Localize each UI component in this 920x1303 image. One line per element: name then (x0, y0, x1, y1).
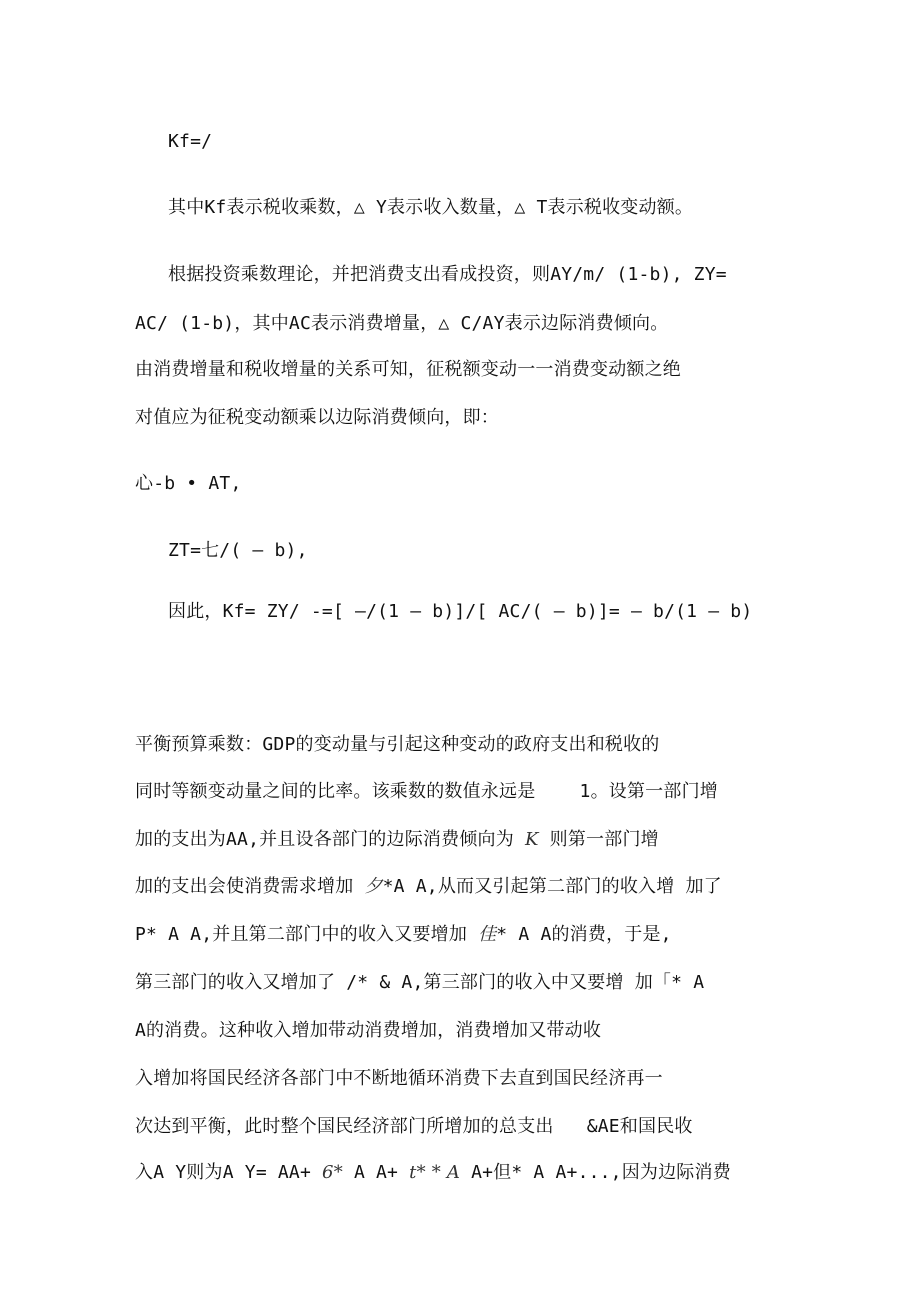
equation-tax-change: ZT=七/( — b), (168, 540, 308, 561)
equation-consumption-change: 心-b • AT, (135, 473, 242, 494)
text-segment: 入A Y则为A Y= AA+ (135, 1162, 323, 1183)
text-segment: 加的支出为AA,并且设各部门的边际消费倾向为 (135, 829, 525, 850)
text-segment: A A+ (342, 1162, 410, 1183)
text-segment-italic: t* * A (409, 1162, 461, 1183)
text-segment: * A A的消费，于是, (496, 924, 672, 945)
balanced-budget-line-5 (135, 923, 672, 947)
balanced-budget-line-7: A的消费。这种收入增加带动消费增加，消费增加又带动收 (135, 1020, 602, 1041)
balanced-budget-line-8: 入增加将国民经济各部门中不断地循环消费下去直到国民经济再一 (135, 1068, 663, 1089)
equation-kf-result: 因此，Kf= ZY/ -=[ —/(1 — b)]/[ AC/( — b)]= — b/(1 — b) (168, 601, 753, 622)
text-segment: 加的支出会使消费需求增加 (135, 876, 365, 897)
balanced-budget-line-3 (135, 828, 659, 852)
paragraph-tax-multiplier-definition: 其中Kf表示税收乘数，△ Y表示收入数量，△ T表示税收变动额。 (168, 197, 694, 218)
text-segment-italic: 佳 (478, 924, 497, 945)
balanced-budget-line-9: 次达到平衡，此时整个国民经济部门所增加的总支出 &AE和国民收 (135, 1116, 693, 1137)
text-segment-italic: 夕 (364, 876, 383, 897)
balanced-budget-line-2: 同时等额变动量之间的比率。该乘数的数值永远是 1。设第一部门增 (135, 781, 718, 802)
text-segment-italic: 6* (322, 1162, 343, 1183)
text-segment: A+但* A A+...,因为边际消费 (460, 1162, 731, 1183)
balanced-budget-line-1: 平衡预算乘数：GDP的变动量与引起这种变动的政府支出和税收的 (135, 734, 660, 755)
text-segment: *A A,从而又引起第二部门的收入增 加了 (382, 876, 722, 897)
paragraph-relation-line-1: 由消费增量和税收增量的关系可知，征税额变动一一消费变动额之绝 (135, 359, 681, 380)
text-segment: P* A A,并且第二部门中的收入又要增加 (135, 924, 479, 945)
paragraph-investment-theory-line-2: AC/ (1-b)，其中AC表示消费增量，△ C/AY表示边际消费倾向。 (135, 313, 669, 334)
paragraph-investment-theory-line-1: 根据投资乘数理论，并把消费支出看成投资，则AY/m/ (1-b), ZY= (168, 264, 727, 285)
text-segment: 则第一部门增 (538, 829, 659, 850)
text-segment-italic: K (524, 829, 539, 850)
balanced-budget-line-6: 第三部门的收入又增加了 /* & A,第三部门的收入中又要增 加「* A (135, 972, 705, 993)
balanced-budget-line-10 (135, 1161, 731, 1185)
paragraph-relation-line-2: 对值应为征税变动额乘以边际消费倾向，即： (135, 407, 499, 428)
formula-header: Kf=/ (168, 131, 213, 152)
balanced-budget-line-4 (135, 875, 722, 899)
